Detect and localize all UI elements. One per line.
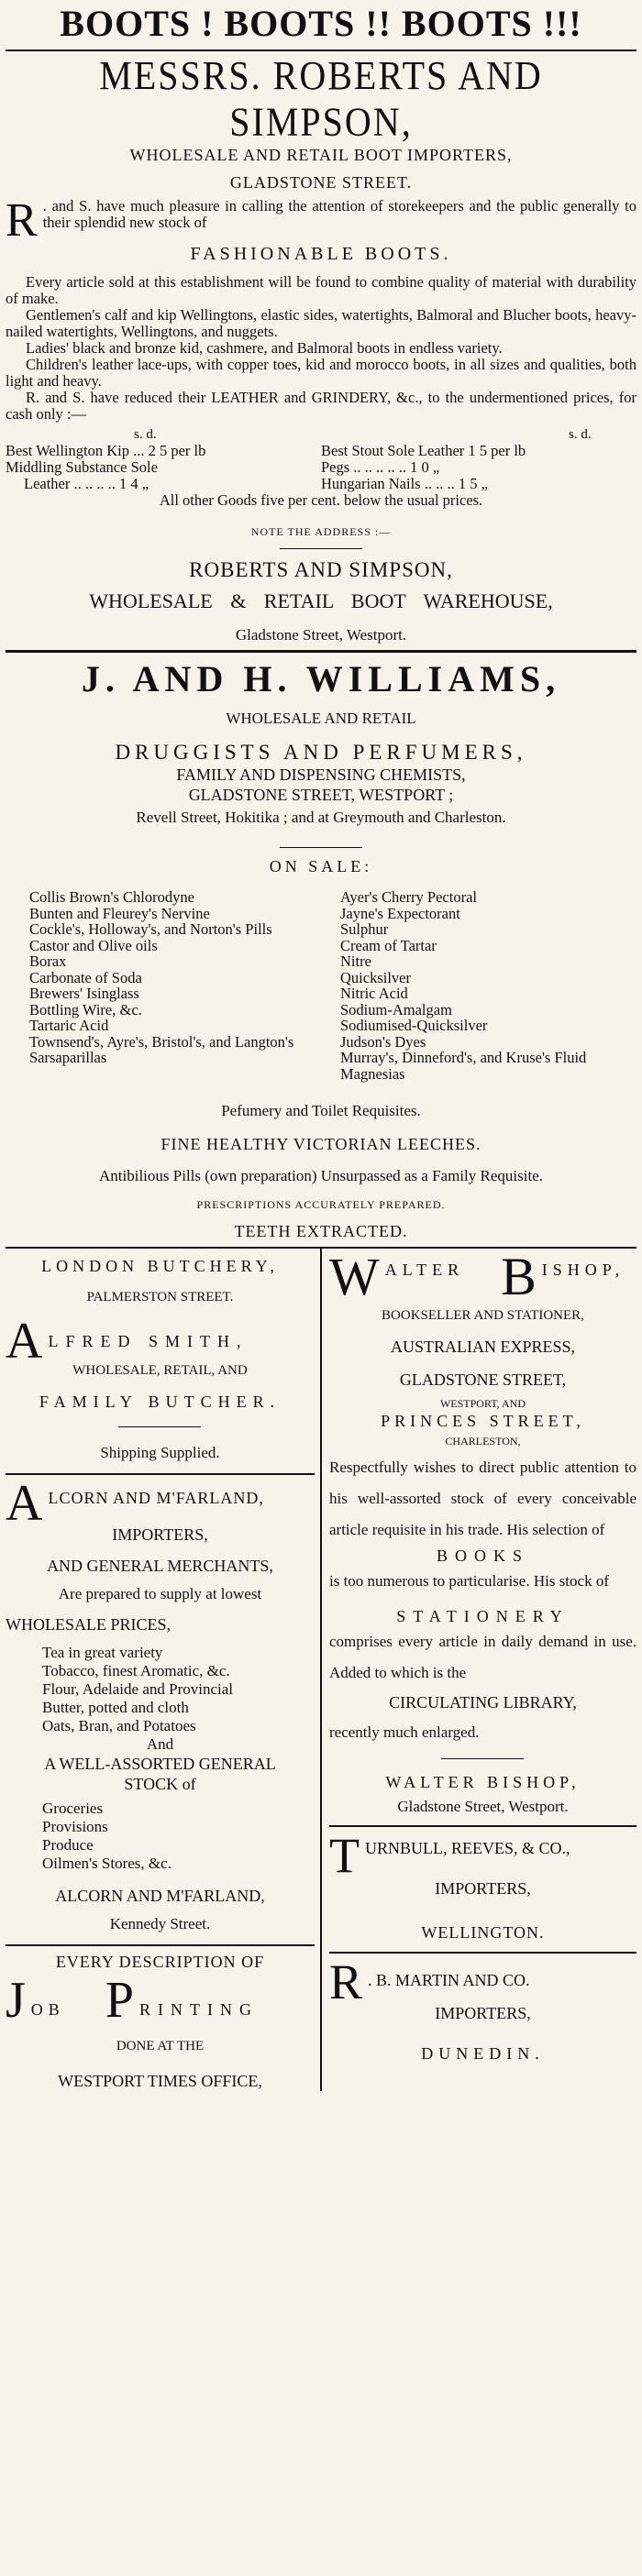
short-rule [118, 1426, 201, 1427]
list-item: Brewers' Isinglass [29, 985, 139, 1002]
alfred-smith-line [6, 1313, 315, 1370]
list-item: Townsend's, Ayre's, Bristol's, and Langton's Sarsaparillas [29, 1032, 294, 1066]
paragraph-gentlemen: Gentlemen's calf and kip Wellingtons, elastic sides, watertights, Balmoral and Blucher boots, heavy-nailed watertights, Wellingtons, and nuggets. [6, 306, 636, 340]
drop-cap: J [6, 1972, 26, 2029]
turnbull-title [328, 1828, 636, 1883]
list-item: Sodium-Amalgam [340, 1000, 452, 1018]
price-row: Pegs .. .. .. .. .. 1 0 „ [321, 458, 440, 476]
list-item: Oats, Bran, and Potatoes [42, 1717, 196, 1734]
martin-name: . B. MARTIN AND CO. [368, 1971, 530, 1989]
list-item: Jayne's Expectorant [340, 904, 460, 922]
butchery-street: PALMERSTON STREET. [86, 1290, 234, 1305]
list-item: Nitric Acid [340, 985, 408, 1002]
alcorn-name-2: ALCORN AND M'FARLAND, [55, 1887, 265, 1905]
shipping-supplied: Shipping Supplied. [100, 1444, 220, 1461]
fashionable-boots: FASHIONABLE BOOTS. [190, 244, 452, 264]
note-address: NOTE THE ADDRESS :— [250, 525, 392, 538]
right-column [320, 1249, 636, 2091]
dunedin: DUNEDIN. [421, 2044, 545, 2063]
printing-word: RINTING [138, 2000, 259, 2019]
list-item: Tea in great variety [42, 1644, 163, 1661]
recently-enlarged: recently much enlarged. [328, 1723, 480, 1741]
prescriptions-line: PRESCRIPTIONS ACCURATELY PREPARED. [196, 1198, 446, 1211]
list-item: Groceries [42, 1800, 104, 1817]
list-item: Sulphur [340, 920, 389, 938]
williams-title: J. AND H. WILLIAMS, [81, 658, 561, 699]
paragraph-quality: Every article sold at this establishment will be found to combine quality of material with durability of make. [6, 273, 636, 307]
drop-cap: B [501, 1247, 537, 1306]
roberts-simpson-title: MESSRS. ROBERTS AND SIMPSON, [99, 52, 543, 145]
list-item: Bottling Wire, &c. [29, 1000, 142, 1018]
teeth-line: TEETH EXTRACTED. [234, 1222, 408, 1240]
price-table [6, 426, 636, 492]
general-merchants: AND GENERAL MERCHANTS, [47, 1557, 273, 1575]
five-percent-line: All other Goods five per cent. below the usual prices. [159, 491, 483, 509]
boot-warehouse: WHOLESALE & RETAIL BOOT WAREHOUSE, [89, 589, 553, 612]
walter-bishop-title [328, 1247, 636, 1307]
list-item: Cream of Tartar [340, 936, 437, 954]
drop-cap: A [6, 1475, 43, 1532]
sd-header: s. d. [134, 427, 157, 442]
drop-cap: R [328, 1954, 363, 2009]
paragraph-children: Children's leather lace-ups, with copper toes, kid and morocco boots, in all sizes and qualities, both light and heavy. [6, 356, 636, 390]
branches: Revell Street, Hokitika ; and at Greymouth and Charleston. [136, 809, 506, 826]
street-line: GLADSTONE STREET. [229, 173, 413, 192]
westport-and: WESTPORT, AND [439, 1397, 526, 1410]
price-row: Best Wellington Kip ... 2 5 per lb [6, 442, 206, 459]
list-item: Carbonate of Soda [29, 968, 142, 986]
every-description: EVERY DESCRIPTION OF [55, 1953, 265, 1971]
short-rule [280, 548, 362, 549]
walter-word: ALTER [384, 1260, 465, 1279]
kennedy-street: Kennedy Street. [109, 1915, 211, 1932]
boots-headline: BOOTS ! BOOTS !! BOOTS !!! [60, 3, 582, 44]
list-item: Nitre [340, 952, 371, 970]
perfumery-line: Pefumery and Toilet Requisites. [221, 1102, 421, 1119]
bishop-body-1: Respectfully wishes to direct public attention to his well-assorted stock of every conceivable article requisite in his trade. His selection of [328, 1459, 636, 1538]
list-item: Quicksilver [340, 968, 411, 986]
circulating-library: CIRCULATING LIBRARY, [389, 1693, 577, 1712]
list-item: Sodiumised-Quicksilver [340, 1017, 488, 1034]
prepared-line: Are prepared to supply at lowest [58, 1585, 262, 1602]
books-word: BOOKS [436, 1547, 529, 1565]
butchery-desc: WHOLESALE, RETAIL, AND [72, 1363, 248, 1378]
wholesale-retail: WHOLESALE AND RETAIL [226, 710, 416, 727]
turnbull-name: URNBULL, REEVES, & CO., [364, 1839, 570, 1857]
list-item: Produce [42, 1836, 94, 1854]
list-item: Bunten and Fleurey's Nervine [29, 904, 210, 922]
australian-express: AUSTRALIAN EXPRESS, [390, 1338, 575, 1356]
alcorn-items [6, 1644, 315, 1735]
list-item: Cockle's, Holloway's, and Norton's Pills [29, 920, 272, 938]
alcorn-title [6, 1475, 315, 1532]
divider [329, 1952, 636, 1954]
williams-advertisement [6, 658, 636, 1241]
price-row: Middling Substance Sole [6, 458, 158, 476]
alfred-smith: LFRED SMITH, [48, 1332, 249, 1350]
trade-line: WHOLESALE AND RETAIL BOOT IMPORTERS, [129, 146, 513, 164]
list-item: Murray's, Dinneford's, and Kruse's Fluid Magnesias [340, 1049, 587, 1083]
pills-line: Antibilious Pills (own preparation) Unsurpassed as a Family Requisite. [99, 1167, 543, 1184]
drop-cap: R [6, 194, 38, 247]
sd-header: s. d. [569, 427, 592, 442]
martin-advertisement [328, 1954, 636, 2064]
martin-title [328, 1954, 636, 2009]
princes-street: PRINCES STREET, [381, 1412, 585, 1430]
bishop-word: ISHOP, [541, 1260, 625, 1279]
bottom-columns [6, 1249, 636, 2091]
job-printing [6, 1972, 315, 2029]
divider [6, 50, 636, 51]
short-rule [280, 847, 362, 848]
price-row: Leather .. .. .. .. 1 4 „ [24, 475, 149, 492]
drop-cap: W [328, 1247, 380, 1306]
drop-cap: T [328, 1828, 360, 1883]
stock-of: STOCK of [124, 1775, 196, 1793]
list-item: Provisions [42, 1818, 108, 1835]
gladstone-westport: GLADSTONE STREET, WESTPORT ; [188, 786, 454, 804]
list-item: Tartaric Acid [29, 1017, 109, 1034]
bishop-body-2: is too numerous to particularise. His stock of [328, 1572, 609, 1590]
list-item: Castor and Olive oils [29, 936, 158, 954]
sale-items-left [6, 889, 326, 1082]
list-item: Collis Brown's Chlorodyne [29, 888, 194, 906]
list-item: Tobacco, finest Aromatic, &c. [42, 1662, 230, 1679]
price-column-left [6, 426, 321, 492]
and-line: And [146, 1735, 174, 1753]
bishop-advertisement [328, 1247, 636, 1816]
short-rule [441, 1758, 524, 1759]
paragraph-ladies: Ladies' black and bronze kid, cashmere, and Balmoral boots in endless variety. [26, 339, 503, 357]
well-assorted: A WELL-ASSORTED GENERAL [44, 1755, 276, 1773]
leeches-line: FINE HEALTHY VICTORIAN LEECHES. [160, 1135, 482, 1153]
alcorn-advertisement [6, 1475, 315, 1933]
list-item: Oilmen's Stores, &c. [42, 1855, 172, 1872]
wellington: WELLINGTON. [421, 1923, 545, 1942]
job-word: OB [30, 2000, 65, 2019]
druggists-perfumers: DRUGGISTS AND PERFUMERS, [115, 741, 527, 764]
divider [6, 1473, 315, 1475]
martin-importers: IMPORTERS, [435, 2004, 531, 2022]
intro-paragraph: R . and S. have much pleasure in calling the attention of storekeepers and the public generally to their splendid new stock of [6, 194, 636, 247]
list-item: Judson's Dyes [340, 1032, 426, 1051]
walter-bishop-name: WALTER BISHOP, [385, 1773, 581, 1791]
sale-items [6, 889, 636, 1082]
on-sale: ON SALE: [269, 857, 373, 875]
butchery-title: LONDON BUTCHERY, [41, 1257, 279, 1275]
divider [6, 1944, 315, 1946]
warehouse-address: Gladstone Street, Westport. [235, 626, 407, 644]
price-row: Hungarian Nails .. .. .. 1 5 „ [321, 475, 488, 492]
wholesale-prices: WHOLESALE PRICES, [6, 1615, 171, 1634]
printing-advertisement [6, 1952, 315, 2091]
drop-cap: A [6, 1313, 43, 1370]
family-butcher: FAMILY BUTCHER. [39, 1393, 282, 1411]
butchery-advertisement [6, 1256, 315, 1462]
left-column [6, 1249, 320, 2091]
roberts-simpson-name: ROBERTS AND SIMPSON, [189, 558, 453, 581]
turnbull-importers: IMPORTERS, [435, 1879, 531, 1898]
done-at-the: DONE AT THE [116, 2039, 205, 2053]
paragraph-prices: R. and S. have reduced their LEATHER and GRINDERY, &c., to the undermentioned prices, for cash only :— [6, 389, 636, 423]
alcorn-importers: IMPORTERS, [112, 1525, 208, 1544]
list-item: Ayer's Cherry Pectoral [340, 888, 477, 906]
gladstone-street: GLADSTONE STREET, [399, 1371, 567, 1389]
alcorn-items-2 [6, 1800, 315, 1873]
turnbull-advertisement [328, 1828, 636, 1943]
divider [6, 650, 636, 653]
divider [329, 1825, 636, 1827]
boots-advertisement [6, 4, 636, 644]
dispensing-chemists: FAMILY AND DISPENSING CHEMISTS, [176, 765, 466, 784]
stationery-word: STATIONERY [396, 1607, 570, 1625]
drop-cap: P [105, 1972, 134, 2029]
charleston: CHARLESTON, [445, 1435, 521, 1448]
sale-items-right [326, 889, 636, 1082]
price-column-right [321, 426, 636, 492]
westport-times-office: WESTPORT TIMES OFFICE, [58, 2072, 262, 2090]
bookseller-stationer: BOOKSELLER AND STATIONER, [382, 1308, 584, 1323]
bishop-address: Gladstone Street, Westport. [397, 1798, 569, 1815]
list-item: Borax [29, 952, 67, 970]
list-item: Butter, potted and cloth [42, 1699, 189, 1716]
price-row: Best Stout Sole Leather 1 5 per lb [321, 442, 526, 459]
newspaper-page [0, 4, 642, 2576]
alcorn-name: LCORN AND M'FARLAND, [48, 1489, 264, 1507]
list-item: Flour, Adelaide and Provincial [42, 1680, 234, 1698]
bishop-body-3: comprises every article in daily demand in use. Added to which is the [328, 1633, 636, 1681]
